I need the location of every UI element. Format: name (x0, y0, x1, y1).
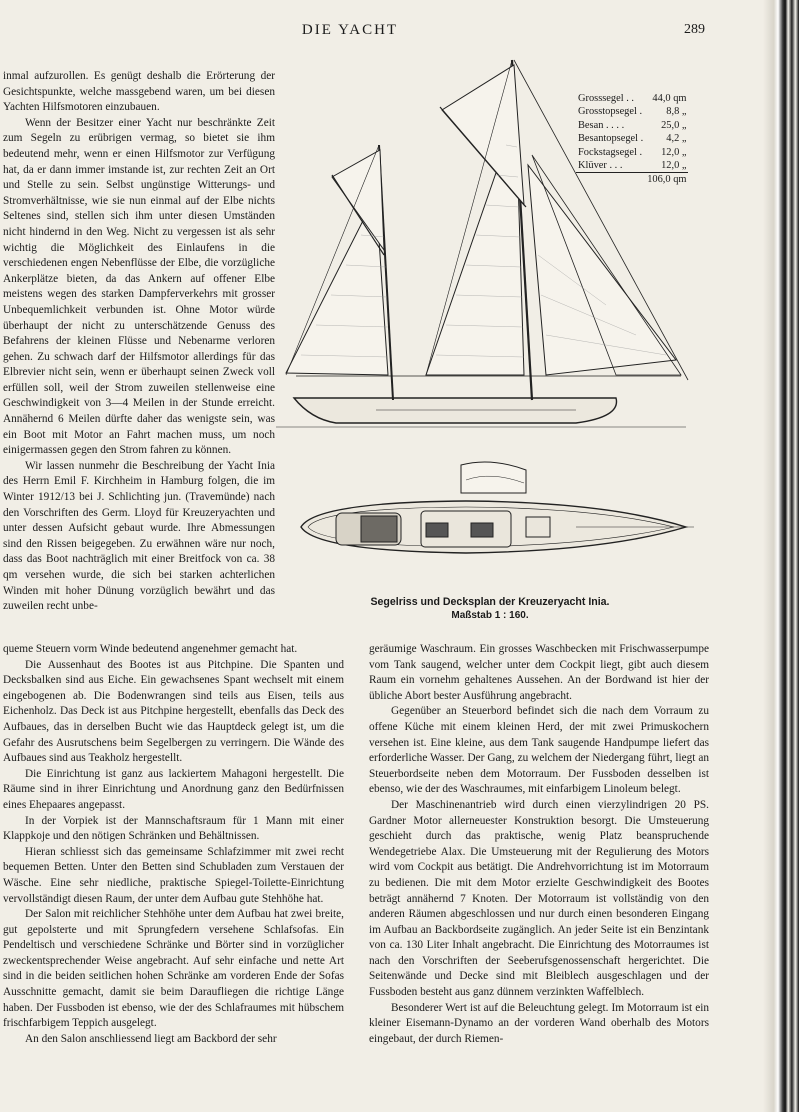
sail-area: 12,0 „ (661, 160, 687, 172)
sail-name: Grosssegel . . (578, 93, 634, 104)
sail-name: Besantopsegel . (578, 133, 644, 145)
left-column-lower-text (3, 642, 344, 1047)
deck-plan (301, 462, 694, 553)
sail-name: Fockstagsegel . (578, 146, 643, 158)
table-row (576, 146, 688, 159)
table-row (576, 105, 688, 118)
table-row (576, 119, 688, 132)
table-row (576, 132, 688, 145)
paragraph: In der Vorpiek ist der Mannschaftsraum für 1 Mann mit einer Klappkoje und den nötigen Schränken und Behältnissen. (3, 814, 344, 843)
paragraph: Die Einrichtung ist ganz aus lackiertem Mahagoni hergestellt. Die Räume sind in ihrer Einrichtung und Anordnung ganz den Bedürfnissen eines Ehepaares angepasst. (3, 767, 344, 811)
sail-area: 44,0 qm (652, 93, 687, 104)
sail-area: 25,0 „ (661, 119, 687, 131)
paragraph: Der Maschinenantrieb wird durch einen vierzylindrigen 20 PS. Gardner Motor allerneuester Konstruktion besorgt. Die Umsteuerung geschieht durch das praktische, wenig Platz beanspruchende Wendegetriebe Alax. Die Umsteuerung mit der Regulierung des Motors wird vom Cockpit aus betätigt. Die Andrehvorrichtung ist im Motorraum zu bedienen. Die mit dem Motor erzielte Geschwindigkeit des Bootes beträgt annähernd 7 Knoten. Der Motorraum ist vollständig von den anderen Räumen abgeschlossen und nur durch einen besonderen Eingang im Aufbau an Backbordseite zugänglich. An jeder Seite ist ein Benzintank von ca. 130 Liter Inhalt angebracht. Die Einrichtung des Motorraumes ist nach den Vorschriften der Seeberufsgenossenschaft hergerichtet. Die Seitenwände und Decke sind mit Bleiblech ausgeschlagen und der Fussboden besteht aus ganz dünnem verzinkten Waffelblech. (369, 798, 709, 999)
paragraph: Wenn der Besitzer einer Yacht nur beschränkte Zeit zum Segeln zu erübrigen vermag, so bietet sie ihm bedeutend mehr, wenn er einen Hilfsmotor zur Verfügung hat, da er dann immer imstande ist, zur rechten Zeit an Ort und Stelle zu sein. Selbst ungünstige Witterungs- und Stromverhältnisse, wie sie nun einmal auf der Elbe nichts Seltenes sind, stellen sich ihm unter diesen Umständen nicht hindernd in den Weg. Nicht zu vergessen ist als sehr wichtig die Möglichkeit des Einlaufens in die verschiedenen engen Nebenflüsse der Elbe, die vorzügliche Ankerplätze bieten, da das Ankern auf offener Elbe meistens wegen des starken Dampferverkehrs mit grosser Unbequemlichkeit verbunden ist. Ohne Motor würde überhaupt der nicht zu unterschätzende Genuss des Befahrens der kleinen Flüsse und Nebenarme verloren gehen. Zu schwach darf der Hilfsmotor allerdings für das Elbrevier nicht sein, wenn er überhaupt seinen Zweck voll erfüllen soll, weil der Strom zuweilen stellenweise eine Geschwindigkeit von 3—4 Meilen in der Stunde erreicht. Annähernd 6 Meilen dürfte daher das wenigste sein, was ein Boot mit Motor an Fahrt machen muss, um noch einigermassen gegen den Strom fahren zu können. (3, 116, 275, 457)
sail-area-total: 106,0 qm (647, 174, 687, 186)
figure-scale: Maßstab 1 : 160. (451, 610, 529, 621)
table-row (576, 92, 688, 105)
sail-name: Besan . . . . (578, 119, 625, 131)
paragraph: Besonderer Wert ist auf die Beleuchtung gelegt. Im Motorraum ist ein kleiner Eisemann-Dynamo an der vorderen Wand oberhalb des Motors eingebaut, der durch Riemen- (369, 1001, 709, 1045)
sail-area-table (576, 92, 688, 187)
paragraph: Der Salon mit reichlicher Stehhöhe unter dem Aufbau hat zwei breite, gut gepolsterte und mit Sprungfedern versehene Schlafsofas. Ein Pendeltisch und verschiedene Schränke und Börter sind in vorzüglicher zweckentsprechender Weise angebracht. Auf sehr einfache und nette Art sind in die beiden seitlichen hohen Schränke am vorderen Ende der Sofas Ausschnitte gemacht, damit sie beim Daraufliegen die richtige Länge haben. Der Fussboden ist ebenso, wie der des Schlafraumes mit hübschem frischfarbigem Teppich ausgelegt. (3, 908, 344, 1030)
paragraph: inmal aufzurollen. Es genügt deshalb die Erörterung der Gesichtspunkte, welche massgebend waren, um bei diesen Yachten Hilfsmotoren einzubauen. (3, 70, 275, 114)
page-number: 289 (684, 22, 705, 37)
sail-area: 8,8 „ (666, 106, 687, 118)
paragraph: Hieran schliesst sich das gemeinsame Schlafzimmer mit zwei recht bequemen Betten. Unter den Betten sind Schubladen zum Verstauen der Wäsche. Eine sehr niedliche, praktische Spiegel-Toilette-Einrichtung vervollständigt diesen Raum, der unter dem Aufbau gute Stehhöhe hat. (3, 845, 344, 905)
sail-area: 4,2 „ (666, 133, 687, 145)
figure-caption: Segelriss und Decksplan der Kreuzeryacht Inia. (370, 596, 610, 608)
paragraph: Wir lassen nunmehr die Beschreibung der Yacht Inia des Herrn Emil F. Kirchheim in Hamburg folgen, die im Winter 1912/13 bei J. Schlichting jun. (Travemünde) nach den Vorschriften des Germ. Lloyd für Kreuzeryachten und unter dessen Aufsicht gebaut wurde. Ihre Abmessungen sind den Rissen beigegeben. Zu erwähnen wäre nur noch, dass das Boot nachträglich mit einer Breitfock von ca. 38 qm versehen wurde, die sich bei starken achterlichen Winden mit hoher Dünung vorzüglich bewährt und das zuweilen recht unbe- (3, 459, 275, 613)
sail-name: Klüver . . . (578, 160, 623, 172)
paragraph: Gegenüber an Steuerbord befindet sich die nach dem Vorraum zu offene Küche mit einem kleinen Herd, der mit zwei Primuskochern versehen ist. Eine kleine, aus dem Tank saugende Handpumpe liefert das erforderliche Wasser. Der Gang, zu welchem der Niedergang führt, liegt an Steuerbordseite neben dem Motorraum. Der Fussboden desselben ist ebenso, wie der des Waschraumes, mit einfarbigem Linoleum belegt. (369, 705, 709, 796)
left-column-text (3, 69, 275, 615)
running-header: DIE YACHT (301, 22, 399, 38)
paragraph: queme Steuern vorm Winde bedeutend angenehmer gemacht hat. (3, 643, 298, 655)
table-row (576, 159, 688, 173)
sail-area: 12,0 „ (661, 146, 687, 158)
right-column-text (369, 642, 709, 1047)
table-total-row (576, 173, 688, 187)
paragraph: An den Salon anschliessend liegt am Backbord der sehr (25, 1032, 277, 1045)
paragraph: Die Aussenhaut des Bootes ist aus Pitchpine. Die Spanten und Decksbalken sind aus Eiche. Ein gewachsenes Spant wechselt mit einem eingebogenen ab. Die Bodenwrangen sind teils aus Eisen, teils aus Eichenholz. Das Deck ist aus Pitchpine hergestellt, ebenfalls das Deck des Aufbaues, das in derselben Bucht wie das Hauptdeck gelegt ist, um die Gefahr des Ausrutschens beim Segelbergen zu verringern. Die Wände des Aufbaues sind aus Teakholz hergestellt. (3, 658, 344, 765)
book-binding-edge (763, 0, 799, 1112)
paragraph: geräumige Waschraum. Ein grosses Waschbecken mit Frischwasserpumpe vom Tank saugend, welcher unter dem Cockpit liegt, gibt auch diesem Raum ein vornehm gehaltenes Aussehen. An der Bordwand ist hier der übliche Abort bester Ausführung angebracht. (369, 643, 709, 702)
sail-name: Grosstopsegel . (578, 106, 643, 118)
